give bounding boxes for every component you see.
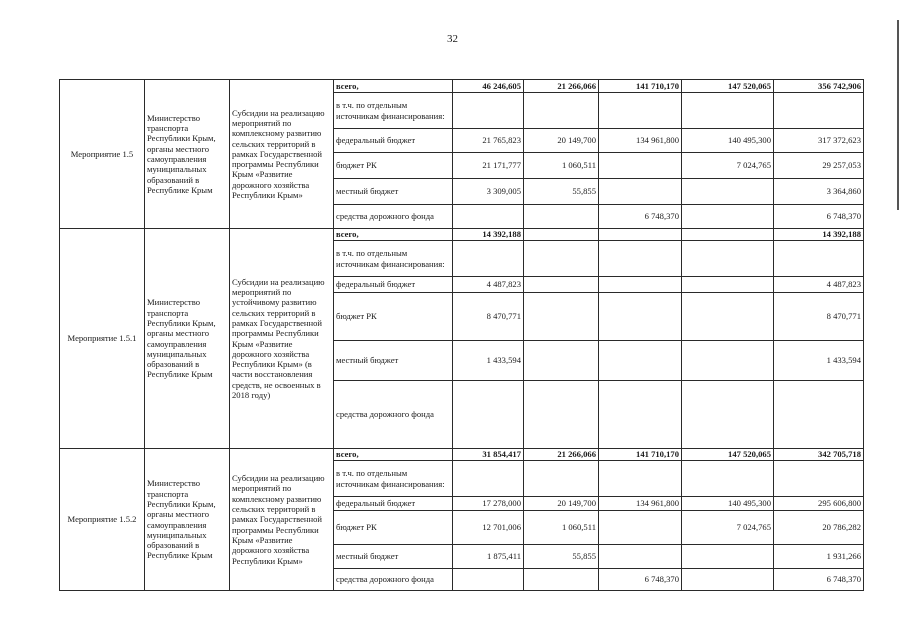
source-road-fund: средства дорожного фонда [334, 569, 453, 591]
value-2020: 1 060,511 [524, 153, 599, 179]
source-rk-budget: бюджет РК [334, 153, 453, 179]
value-2020 [524, 341, 599, 381]
value-total [774, 241, 864, 277]
value-2020: 20 149,700 [524, 129, 599, 153]
source-breakdown: в т.ч. по отдельным источникам финансирования: [334, 461, 453, 497]
value-total: 8 470,771 [774, 293, 864, 341]
measure-name: Мероприятие 1.5 [60, 80, 145, 229]
value-2021 [599, 545, 682, 569]
measure-description: Субсидии на реализацию мероприятий по комплексному развитию сельских территорий в рамках Государственной программы Республики Крым «Развитие дорожного хозяйства Республики Крым» [230, 80, 334, 229]
value-total: 6 748,370 [774, 569, 864, 591]
value-total [774, 461, 864, 497]
value-2021 [599, 153, 682, 179]
value-2022 [682, 293, 774, 341]
value-2019: 46 246,605 [453, 80, 524, 93]
value-2021: 141 710,170 [599, 449, 682, 461]
value-2022: 147 520,065 [682, 449, 774, 461]
value-2019 [453, 205, 524, 229]
value-2021: 141 710,170 [599, 80, 682, 93]
source-road-fund: средства дорожного фонда [334, 381, 453, 449]
value-total: 29 257,053 [774, 153, 864, 179]
value-total: 14 392,188 [774, 229, 864, 241]
value-2019: 1 433,594 [453, 341, 524, 381]
value-2019: 1 875,411 [453, 545, 524, 569]
value-2021 [599, 229, 682, 241]
value-2022 [682, 93, 774, 129]
source-local: местный бюджет [334, 179, 453, 205]
value-2021 [599, 381, 682, 449]
value-2021: 6 748,370 [599, 205, 682, 229]
value-2020 [524, 293, 599, 341]
value-2021 [599, 341, 682, 381]
value-2022 [682, 545, 774, 569]
value-2020 [524, 461, 599, 497]
table-body [60, 80, 864, 591]
value-2022: 140 495,300 [682, 129, 774, 153]
value-2020: 20 149,700 [524, 497, 599, 511]
value-2022 [682, 461, 774, 497]
source-federal: федеральный бюджет [334, 497, 453, 511]
value-2020 [524, 205, 599, 229]
value-2022: 140 495,300 [682, 497, 774, 511]
value-2021: 134 961,800 [599, 497, 682, 511]
executor-name: Министерство транспорта Республики Крым, органы местного самоуправления муниципальных образований в Республике Крым [145, 449, 230, 591]
value-2021 [599, 293, 682, 341]
value-2020 [524, 241, 599, 277]
source-rk-budget: бюджет РК [334, 511, 453, 545]
value-2019: 21 171,777 [453, 153, 524, 179]
value-total: 6 748,370 [774, 205, 864, 229]
value-2022 [682, 381, 774, 449]
value-2019: 12 701,006 [453, 511, 524, 545]
value-2022 [682, 341, 774, 381]
source-road-fund: средства дорожного фонда [334, 205, 453, 229]
value-2019: 17 278,000 [453, 497, 524, 511]
value-2021 [599, 277, 682, 293]
value-2019: 21 765,823 [453, 129, 524, 153]
value-total: 4 487,823 [774, 277, 864, 293]
measure-name: Мероприятие 1.5.1 [60, 229, 145, 449]
value-2022: 147 520,065 [682, 80, 774, 93]
value-2020: 55,855 [524, 545, 599, 569]
value-2019: 3 309,005 [453, 179, 524, 205]
source-total: всего, [334, 449, 453, 461]
value-2021: 134 961,800 [599, 129, 682, 153]
source-local: местный бюджет [334, 341, 453, 381]
value-2019 [453, 241, 524, 277]
executor-name: Министерство транспорта Республики Крым, органы местного самоуправления муниципальных образований в Республике Крым [145, 229, 230, 449]
value-2021 [599, 241, 682, 277]
value-2020: 55,855 [524, 179, 599, 205]
value-2019: 31 854,417 [453, 449, 524, 461]
value-2020 [524, 569, 599, 591]
value-total: 295 606,800 [774, 497, 864, 511]
value-2019 [453, 93, 524, 129]
value-2022: 7 024,765 [682, 511, 774, 545]
value-2020: 21 266,066 [524, 449, 599, 461]
measure-description: Субсидии на реализацию мероприятий по комплексному развитию сельских территорий в рамках Государственной программы Республики Крым «Развитие дорожного хозяйства Республики Крым» [230, 449, 334, 591]
value-2020 [524, 277, 599, 293]
page-number: 32 [447, 33, 458, 45]
value-total [774, 93, 864, 129]
value-2021 [599, 93, 682, 129]
value-total: 20 786,282 [774, 511, 864, 545]
value-2019 [453, 381, 524, 449]
budget-table [59, 79, 864, 591]
value-total: 1 931,266 [774, 545, 864, 569]
value-total: 317 372,623 [774, 129, 864, 153]
value-2021 [599, 461, 682, 497]
value-2020: 1 060,511 [524, 511, 599, 545]
value-2022: 7 024,765 [682, 153, 774, 179]
source-breakdown: в т.ч. по отдельным источникам финансирования: [334, 93, 453, 129]
source-federal: федеральный бюджет [334, 277, 453, 293]
source-federal: федеральный бюджет [334, 129, 453, 153]
table-row [60, 449, 864, 461]
source-rk-budget: бюджет РК [334, 293, 453, 341]
value-total: 3 364,860 [774, 179, 864, 205]
value-2020 [524, 381, 599, 449]
source-total: всего, [334, 229, 453, 241]
source-local: местный бюджет [334, 545, 453, 569]
value-total: 1 433,594 [774, 341, 864, 381]
value-2020 [524, 93, 599, 129]
value-2022 [682, 277, 774, 293]
scan-edge-line [897, 20, 899, 210]
value-2019 [453, 569, 524, 591]
source-breakdown: в т.ч. по отдельным источникам финансирования: [334, 241, 453, 277]
measure-name: Мероприятие 1.5.2 [60, 449, 145, 591]
value-2022 [682, 229, 774, 241]
measure-description: Субсидии на реализацию мероприятий по устойчивому развитию сельских территорий в рамках Государственной программы Республики Крым «Развитие дорожного хозяйства Республики Крым» (в части восстановления средств, не освоенных в 2018 году) [230, 229, 334, 449]
value-2019 [453, 461, 524, 497]
value-2019: 8 470,771 [453, 293, 524, 341]
value-2020: 21 266,066 [524, 80, 599, 93]
value-2019: 14 392,188 [453, 229, 524, 241]
table-row [60, 80, 864, 93]
value-2021 [599, 511, 682, 545]
value-2021: 6 748,370 [599, 569, 682, 591]
value-2021 [599, 179, 682, 205]
value-2020 [524, 229, 599, 241]
value-total: 342 705,718 [774, 449, 864, 461]
value-2019: 4 487,823 [453, 277, 524, 293]
executor-name: Министерство транспорта Республики Крым, органы местного самоуправления муниципальных образований в Республике Крым [145, 80, 230, 229]
value-2022 [682, 205, 774, 229]
table-row [60, 229, 864, 241]
value-2022 [682, 569, 774, 591]
value-total [774, 381, 864, 449]
value-2022 [682, 179, 774, 205]
source-total: всего, [334, 80, 453, 93]
value-total: 356 742,906 [774, 80, 864, 93]
value-2022 [682, 241, 774, 277]
